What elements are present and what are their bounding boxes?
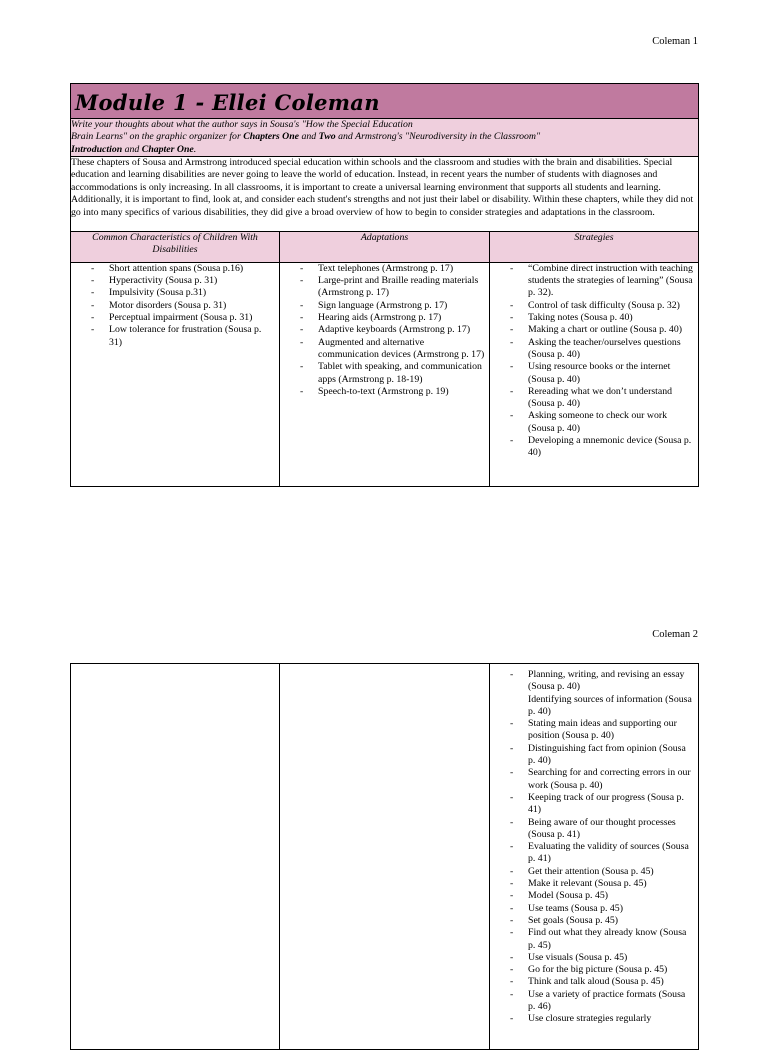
list-item-text: Augmented and alternative communication devices (Armstrong p. 17) — [318, 336, 485, 360]
list-marker: - — [510, 988, 514, 1000]
list-item-text: Searching for and correcting errors in our work (Sousa p. 40) — [528, 767, 691, 791]
list-item — [510, 299, 694, 312]
list-item-text: Identifying sources of information (Sousa p. 40) — [528, 693, 692, 717]
list-marker: - — [300, 385, 304, 397]
list-item-text: Use teams (Sousa p. 45) — [528, 902, 623, 914]
list-marker: - — [91, 262, 95, 274]
list-item-text: Use visuals (Sousa p. 45) — [528, 951, 628, 963]
graphic-organizer-table — [70, 83, 699, 487]
list-item-text: Evaluating the validity of sources (Sousa p. 41) — [528, 841, 689, 865]
list-item-text: Short attention spans (Sousa p.16) — [109, 262, 244, 274]
module-title: Module 1 - Ellei Coleman — [75, 90, 380, 115]
list-item-text: “Combine direct instruction with teaching students the strategies of learning” (Sousa p. 32). — [528, 262, 693, 299]
list-item — [300, 275, 485, 300]
list-marker: - — [510, 976, 514, 988]
list-item — [510, 410, 694, 435]
strategies-cell-continued — [490, 664, 699, 1050]
characteristics-cell-continued — [71, 664, 280, 1050]
list-item — [510, 324, 694, 336]
list-item-text: Stating main ideas and supporting our position (Sousa p. 40) — [528, 718, 677, 742]
list-item-text: Set goals (Sousa p. 45) — [528, 914, 619, 926]
list-item-text: Perceptual impairment (Sousa p. 31) — [109, 312, 253, 324]
list-marker: - — [510, 385, 514, 397]
list-marker: - — [91, 275, 95, 287]
list-marker: - — [300, 361, 304, 373]
list-marker: - — [510, 1013, 514, 1025]
list-marker: - — [510, 262, 514, 274]
strategies-list-continued — [490, 669, 698, 1026]
adaptations-cell-continued — [280, 664, 490, 1050]
characteristics-cell — [71, 262, 280, 486]
list-item — [300, 312, 485, 324]
list-item-text: Keeping track of our progress (Sousa p. 41) — [528, 791, 684, 816]
list-marker: - — [300, 312, 304, 324]
list-item-text: Low tolerance for frustration (Sousa p. 31) — [109, 324, 262, 348]
list-item-text: Using resource books or the internet (Sousa p. 40) — [528, 361, 671, 385]
list-marker: - — [510, 841, 514, 853]
characteristics-list — [71, 263, 279, 349]
list-item — [510, 312, 694, 324]
list-marker: - — [510, 299, 514, 311]
list-item-text: Planning, writing, and revising an essay (Sousa p. 40) — [528, 669, 685, 693]
list-marker: - — [510, 816, 514, 828]
list-marker: - — [510, 410, 514, 422]
list-item-text: Tablet with speaking, and communication apps (Armstrong p. 18-19) — [318, 361, 482, 385]
list-item-text: Hearing aids (Armstrong p. 17) — [318, 312, 442, 324]
list-item-text: Hyperactivity (Sousa p. 31) — [109, 275, 218, 287]
list-marker: - — [91, 312, 95, 324]
column-header-adaptations: Adaptations — [280, 231, 490, 262]
list-marker: - — [510, 718, 514, 730]
list-marker: - — [510, 914, 514, 926]
list-item-text: Adaptive keyboards (Armstrong p. 17) — [318, 324, 471, 336]
list-item-text: Control of task difficulty (Sousa p. 32) — [528, 299, 680, 311]
list-marker: - — [510, 890, 514, 902]
title-cell — [71, 84, 699, 119]
list-item — [300, 361, 485, 386]
list-item-text: Sign language (Armstrong p. 17) — [318, 299, 448, 311]
list-item — [510, 878, 694, 890]
list-item — [510, 816, 694, 842]
prompt-text: and Armstrong's "Neurodiversity in the Classroom" — [335, 131, 541, 143]
list-item-text: Text telephones (Armstrong p. 17) — [318, 262, 454, 274]
prompt-text: . — [193, 143, 197, 155]
list-item — [91, 287, 275, 299]
running-head-page-1: Coleman 1 — [652, 36, 698, 47]
list-marker: - — [510, 878, 514, 890]
prompt-emphasis: Two — [318, 131, 336, 143]
list-item — [510, 890, 694, 902]
prompt-text: and — [122, 143, 142, 155]
list-item — [510, 951, 694, 964]
list-item-text: Being aware of our thought processes (Sousa p. 41) — [528, 816, 676, 840]
list-item — [510, 435, 694, 460]
strategies-list — [490, 263, 698, 460]
assignment-prompt — [71, 119, 699, 157]
list-item-text: Large-print and Braille reading materials (Armstrong p. 17) — [318, 275, 479, 299]
list-item — [510, 361, 694, 386]
list-item — [300, 324, 485, 336]
list-item — [510, 718, 694, 743]
list-item — [91, 324, 275, 349]
prompt-emphasis: Introduction — [71, 143, 123, 155]
list-marker: - — [91, 324, 95, 336]
prompt-text: Brain Learns" on the graphic organizer for — [71, 131, 244, 143]
list-item — [510, 767, 694, 792]
list-marker: - — [510, 324, 514, 336]
list-marker: - — [510, 865, 514, 877]
list-marker: - — [510, 361, 514, 373]
list-marker: - — [510, 927, 514, 939]
list-item-text: Go for the big picture (Sousa p. 45) — [528, 964, 668, 976]
list-item — [510, 964, 694, 976]
list-item-text: Distinguishing fact from opinion (Sousa p. 40) — [528, 742, 686, 767]
list-marker: - — [510, 767, 514, 779]
list-item — [91, 312, 275, 324]
prompt-line-1: Write your thoughts about what the author says in Sousa's "How the Special Education — [71, 119, 413, 130]
list-item — [300, 385, 485, 398]
list-item — [300, 262, 485, 275]
list-item-text: Use a variety of practice formats (Sousa p. 46) — [528, 988, 686, 1013]
list-item-text: Motor disorders (Sousa p. 31) — [109, 299, 227, 311]
list-marker: - — [510, 336, 514, 348]
prompt-text: and — [299, 131, 319, 143]
list-item-text: Make it relevant (Sousa p. 45) — [528, 878, 647, 890]
adaptations-list — [280, 263, 489, 398]
list-marker: - — [91, 287, 95, 299]
list-item-text: Taking notes (Sousa p. 40) — [528, 312, 633, 324]
list-marker: - — [510, 791, 514, 803]
list-marker: - — [91, 299, 95, 311]
prompt-emphasis: Chapters One — [243, 131, 300, 143]
list-item-text: Making a chart or outline (Sousa p. 40) — [528, 324, 682, 336]
list-item — [91, 299, 275, 312]
list-item-text: Asking someone to check our work (Sousa p. 40) — [528, 410, 668, 434]
list-item — [510, 742, 694, 768]
list-item-text: Rereading what we don’t understand (Sousa p. 40) — [528, 385, 673, 410]
list-item-text: Model (Sousa p. 45) — [528, 890, 609, 902]
intro-paragraph: These chapters of Sousa and Armstrong introduced special education within schools and the classroom and studies with the brain and disabilities. Special education and learning disabilities are never going to leave the world of education. Instead, in recent years the number of students with diagnoses and accommodations is only increasing. In all classrooms, it is important to create a universal learning environment that supports all students and learning. Additionally, it is important to find, look at, and consider each student's strengths and not just their label or disability. Within these chapters, while they did not go into many specifics of various disabilities, they did give a broad overview of how to begin to consider strategies and adaptations in the classroom. — [71, 156, 699, 231]
list-item-text: Use closure strategies regularly — [528, 1013, 652, 1025]
list-marker: - — [300, 299, 304, 311]
list-item — [528, 694, 694, 719]
column-header-characteristics: Common Characteristics of Children With Disabilities — [71, 231, 280, 262]
list-item — [510, 865, 694, 878]
list-item — [91, 262, 275, 275]
adaptations-cell — [280, 262, 490, 486]
list-item — [300, 299, 485, 312]
list-marker: - — [300, 324, 304, 336]
list-marker: - — [510, 435, 514, 447]
list-item — [510, 669, 694, 694]
list-marker: - — [510, 902, 514, 914]
list-marker: - — [300, 275, 304, 287]
list-marker: - — [510, 742, 514, 754]
list-marker: - — [510, 964, 514, 976]
graphic-organizer-table-continued — [70, 663, 699, 1050]
list-item — [510, 385, 694, 411]
column-header-strategies: Strategies — [490, 231, 699, 262]
list-item — [510, 791, 694, 817]
list-item-text: Asking the teacher/ourselves questions (Sousa p. 40) — [528, 336, 681, 360]
strategies-cell — [490, 262, 699, 486]
list-marker: - — [510, 312, 514, 324]
list-item — [510, 841, 694, 866]
list-item — [510, 914, 694, 927]
running-head-page-2: Coleman 2 — [652, 629, 698, 640]
list-item-text: Impulsivity (Sousa p.31) — [109, 287, 207, 299]
list-item — [510, 902, 694, 915]
list-item — [510, 927, 694, 952]
list-item-text: Speech-to-text (Armstrong p. 19) — [318, 385, 449, 397]
list-item-text: Get their attention (Sousa p. 45) — [528, 865, 654, 877]
list-marker: - — [510, 669, 514, 680]
list-item-text: Find out what they already know (Sousa p. 45) — [528, 927, 687, 951]
list-item-text: Developing a mnemonic device (Sousa p. 40) — [528, 435, 692, 459]
list-item — [510, 336, 694, 362]
list-item — [510, 262, 694, 300]
prompt-emphasis: Chapter One — [141, 143, 194, 155]
list-marker: - — [300, 262, 304, 274]
list-item — [510, 988, 694, 1014]
list-marker: - — [510, 951, 514, 963]
list-item — [510, 976, 694, 988]
list-item-text: Think and talk aloud (Sousa p. 45) — [528, 976, 664, 988]
list-item — [300, 336, 485, 362]
list-marker: - — [300, 336, 304, 348]
list-item — [91, 275, 275, 287]
